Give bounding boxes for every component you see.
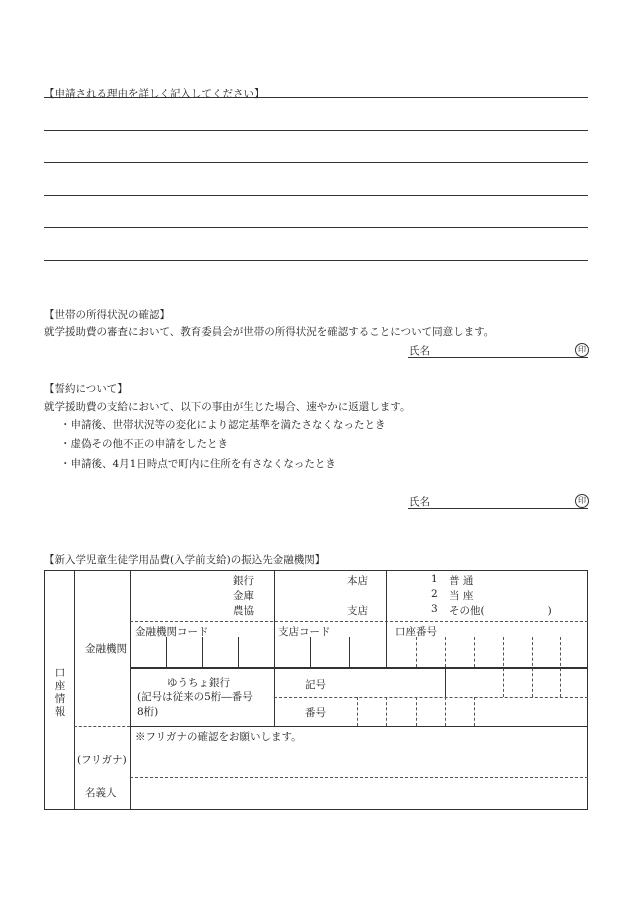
income-signature-line[interactable] <box>408 357 588 358</box>
account-info-label: 口座情報 <box>54 667 66 718</box>
yucho-title: ゆうちょ銀行 <box>167 677 230 689</box>
account-type-num: 3 <box>431 603 438 615</box>
pledge-item: ・申請後、4月1日時点で町内に住所を有さなくなったとき <box>60 458 336 470</box>
pledge-text: 就学援助費の支給において、以下の事由が生じた場合、速やかに返還します。 <box>44 401 411 413</box>
income-heading: 【世帯の所得状況の確認】 <box>44 309 170 321</box>
account-type-num: 1 <box>431 573 438 585</box>
pledge-name-label: 氏名 <box>409 496 430 508</box>
reason-line-1[interactable] <box>44 97 588 98</box>
furigana-label: (フリガナ) <box>77 754 127 766</box>
reason-line-2[interactable] <box>44 130 588 131</box>
income-seal-icon: 印 <box>575 343 589 357</box>
pledge-item: ・申請後、世帯状況等の変化により認定基準を満たさなくなったとき <box>60 419 386 431</box>
income-name-label: 氏名 <box>409 345 430 357</box>
reason-line-4[interactable] <box>44 195 588 196</box>
account-holder-label: 名義人 <box>85 787 117 799</box>
branch-main-option[interactable]: 本店 <box>347 575 368 587</box>
pledge-item: ・虚偽その他不正の申請をしたとき <box>60 438 228 450</box>
reason-line-3[interactable] <box>44 162 588 163</box>
institution-label: 金融機関 <box>85 643 127 655</box>
reason-line-5[interactable] <box>44 227 588 228</box>
reason-heading: 【申請される理由を詳しく記入してください】 <box>44 88 265 100</box>
branch-code-label: 支店コード <box>278 626 331 638</box>
bank-type-option[interactable]: 銀行 <box>233 575 254 587</box>
pledge-seal-icon: 印 <box>575 494 589 508</box>
bank-heading: 【新入学児童生徒学用品費(入学前支給)の振込先金融機関】 <box>44 554 326 566</box>
bank-account-table <box>44 570 588 810</box>
account-type-option[interactable]: 当 座 <box>449 590 474 602</box>
account-number-label: 口座番号 <box>395 626 437 638</box>
furigana-note: ※フリガナの確認をお願いします。 <box>135 731 302 743</box>
reason-line-6[interactable] <box>44 260 588 261</box>
pledge-signature-line[interactable] <box>408 508 588 509</box>
pledge-heading: 【誓約について】 <box>44 383 128 395</box>
account-type-num: 2 <box>431 588 438 600</box>
branch-option[interactable]: 支店 <box>347 605 368 617</box>
bank-type-option[interactable]: 農協 <box>233 605 254 617</box>
bango-label: 番号 <box>305 707 326 719</box>
yucho-note: (記号は従来の5桁―番号 <box>137 691 253 703</box>
income-consent-text: 就学援助費の審査において、教育委員会が世帯の所得状況を確認することについて同意します。 <box>44 326 495 338</box>
kigo-label: 記号 <box>305 679 326 691</box>
bank-type-option[interactable]: 金庫 <box>233 590 254 602</box>
account-type-option[interactable]: その他( ) <box>449 605 552 617</box>
yucho-note: 8桁) <box>137 706 159 718</box>
bank-code-label: 金融機関コード <box>135 626 209 638</box>
account-type-option[interactable]: 普 通 <box>449 575 474 587</box>
